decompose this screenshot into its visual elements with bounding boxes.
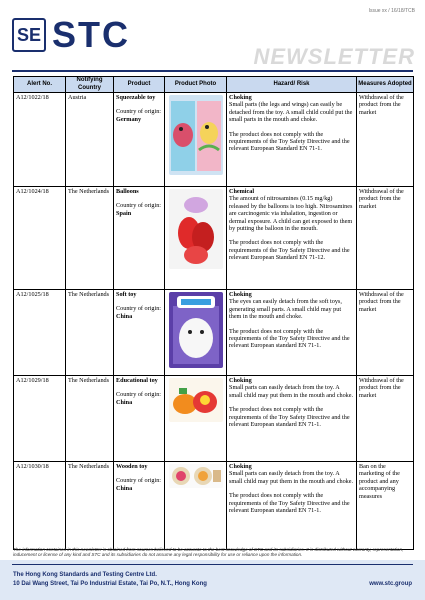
- measures-adopted: Withdrawal of the product from the market: [357, 187, 414, 290]
- compliance-note: The product does not comply with the requirements of the Toy Safety Directive and the relevant European standard EN 71-1.: [229, 406, 350, 429]
- alert-number: A12/1025/18: [14, 290, 66, 376]
- product-cell: [114, 290, 165, 376]
- soft-toy-photo-icon: [169, 292, 223, 368]
- hazard-cell: [227, 462, 357, 550]
- compliance-note: The product does not comply with the requirements of the Toy Safety Directive and the relevant European standard EN 71-1.: [229, 327, 350, 350]
- hazard-title: Choking: [229, 463, 252, 470]
- table-row: [14, 93, 414, 187]
- hazard-description: Small parts can easily detach from the toy. A small child may put them in the mouth and choke.: [229, 470, 354, 485]
- alert-number: A12/1022/18: [14, 93, 66, 187]
- footer-divider: [12, 564, 413, 565]
- product-name: Balloons: [116, 188, 139, 195]
- compliance-note: The product does not comply with the requirements of the Toy Safety Directive and the relevant European Standard EN 71-12.: [229, 239, 350, 262]
- stc-logo: [12, 14, 130, 56]
- table-row: [14, 187, 414, 290]
- table-header-row: [14, 77, 414, 93]
- page-footer: [0, 560, 425, 600]
- alert-number: A12/1024/18: [14, 187, 66, 290]
- product-photo-cell: [165, 290, 227, 376]
- alert-number: A12/1030/18: [14, 462, 66, 550]
- product-name: Squeezable toy: [116, 94, 156, 101]
- col-header-product: Product: [114, 77, 165, 93]
- product-cell: [114, 93, 165, 187]
- hazard-title: Choking: [229, 377, 252, 384]
- notifying-country: The Netherlands: [66, 376, 114, 462]
- notifying-country: The Netherlands: [66, 462, 114, 550]
- notifying-country: Austria: [66, 93, 114, 187]
- hazard-cell: [227, 290, 357, 376]
- col-header-country: Notifying Country: [66, 77, 114, 93]
- squeezable-toy-photo-icon: [169, 95, 223, 175]
- origin-label: Country of origin:: [116, 391, 162, 399]
- compliance-note: The product does not comply with the requirements of the Toy Safety Directive and the relevant European Standard EN 71-1.: [229, 130, 350, 153]
- company-address: 10 Dai Wang Street, Tai Po Industrial Estate, Tai Po, N.T., Hong Kong: [13, 581, 207, 587]
- table-row: [14, 462, 414, 550]
- alerts-table: [13, 76, 414, 550]
- product-photo-cell: [165, 376, 227, 462]
- origin-label: Country of origin:: [116, 202, 162, 210]
- product-cell: [114, 376, 165, 462]
- wooden-toy-photo-icon: [169, 464, 223, 488]
- hazard-description: The amount of nitrosamines (0.15 mg/kg) released by the balloons is too high. Nitrosamines are carcinogenic via inhalation, ingestion or dermal exposure. A child can get exposed to them by putting the balloon in the mouth.: [229, 195, 353, 233]
- table-row: [14, 376, 414, 462]
- issue-number: Issue xx / 16/18/TCB: [368, 8, 415, 14]
- hazard-title: Choking: [229, 291, 252, 298]
- measures-adopted: Ban on the marketing of the product and any accompanying measures: [357, 462, 414, 550]
- compliance-note: The product does not comply with the requirements of the Toy Safety Directive and the relevant European standard EN 71-1.: [229, 492, 350, 515]
- origin-label: Country of origin:: [116, 305, 162, 313]
- newsletter-title: NEWSLETTER: [253, 44, 415, 69]
- product-cell: [114, 187, 165, 290]
- product-name: Wooden toy: [116, 463, 148, 470]
- stc-logo-mark: SE: [12, 18, 46, 52]
- hazard-description: The eyes can easily detach from the soft toys, generating small parts. A small child may put them in the mouth and choke.: [229, 298, 342, 321]
- measures-adopted: Withdrawal of the product from the market: [357, 376, 414, 462]
- alert-number: A12/1029/18: [14, 376, 66, 462]
- hazard-description: Small parts (the legs and wings) can easily be detached from the toy. A small child could put the small parts in the mouth and choke.: [229, 101, 353, 124]
- measures-adopted: Withdrawal of the product from the market: [357, 290, 414, 376]
- notifying-country: The Netherlands: [66, 187, 114, 290]
- stc-logo-text: STC: [52, 14, 130, 55]
- product-photo-cell: [165, 462, 227, 550]
- hazard-cell: [227, 93, 357, 187]
- educational-toy-photo-icon: [169, 378, 223, 422]
- origin-label: Country of origin:: [116, 108, 162, 116]
- company-name: The Hong Kong Standards and Testing Centre Ltd.: [13, 572, 157, 578]
- origin-country: China: [116, 398, 133, 406]
- product-name: Soft toy: [116, 291, 137, 298]
- product-photo-cell: [165, 93, 227, 187]
- origin-label: Country of origin:: [116, 477, 162, 485]
- disclaimer-text: The information contained in this newsletter is obtained from sources believed to be accurate to the best knowledge of STC and its subsidiaries. It is distributed without warranty, representation, inducement or license of any kind and STC and its subsidiaries do not assume any legal responsibility for use or reliance upon the information.: [13, 547, 404, 558]
- origin-country: Spain: [116, 209, 132, 217]
- website-link[interactable]: www.stc.group: [369, 581, 412, 587]
- hazard-cell: [227, 187, 357, 290]
- balloons-photo-icon: [169, 189, 223, 269]
- notifying-country: The Netherlands: [66, 290, 114, 376]
- col-header-measures: Measures Adopted: [357, 77, 414, 93]
- hazard-description: Small parts can easily detach from the toy. A small child may put them in the mouth and choke.: [229, 384, 354, 399]
- col-header-alert-no: Alert No.: [14, 77, 66, 93]
- product-cell: [114, 462, 165, 550]
- product-name: Educational toy: [116, 377, 158, 384]
- hazard-title: Choking: [229, 94, 252, 101]
- origin-country: Germany: [116, 115, 142, 123]
- table-row: [14, 290, 414, 376]
- col-header-photo: Product Photo: [165, 77, 227, 93]
- origin-country: China: [116, 484, 133, 492]
- origin-country: China: [116, 312, 133, 320]
- newsletter-header: [0, 0, 425, 80]
- product-photo-cell: [165, 187, 227, 290]
- col-header-hazard: Hazard/ Risk: [227, 77, 357, 93]
- measures-adopted: Withdrawal of the product from the market: [357, 93, 414, 187]
- hazard-cell: [227, 376, 357, 462]
- header-divider: [12, 70, 413, 72]
- hazard-title: Chemical: [229, 188, 255, 195]
